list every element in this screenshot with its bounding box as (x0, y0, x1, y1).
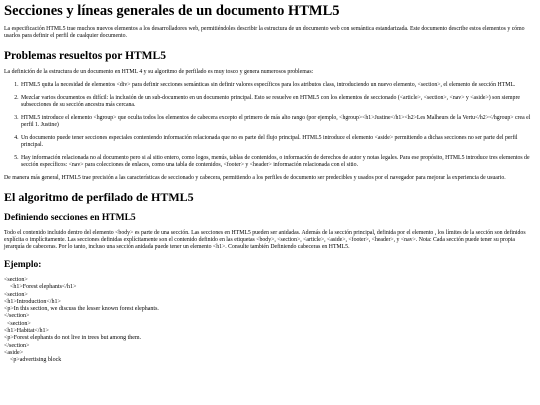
algorithm-body: Todo el contenido incluido dentro del elemento <body> es parte de una sección. Las secciones en HTML5 pueden ser anidadas. Además de la sección principal, definida por el elemento , los límites de la sección son definidos explícita o implícitamente. Las secciones definidas explícitamente son el contenido definido en las etiquetas <body>, <section>, <article>, <aside>, <footer>, <header>, y <nav>. Nota: Cada sección puede tener su propia jerarquía de cabeceras. Por lo tanto, incluso una sección anidada puede tener un elemento <h1>. Consulte también Definiendo cabeceras en HTML5. (4, 230, 526, 250)
list-item: 2. Mezclar varios documentos es difícil: la inclusión de un sub-documento en un documento principal. Esto se resuelve en HTML5 con los elementos de seccionado (<article>, <section>, <nav> y <aside>) son siempre subsecciones de su sección ancestra más cercana. (20, 95, 536, 109)
example-heading: Ejemplo: (4, 260, 42, 270)
list-item: 4. Un documento puede tener secciones especiales conteniendo información relacionada que no es parte del flujo principal. HTML5 introduce el elemento <aside> permitiendo a dichas secciones no ser parte del perfil principal. (20, 135, 536, 149)
intro-paragraph: La especificación HTML5 trae muchos nuevos elementos a los desarrolladores web, permitiéndoles describir la estructura de un documento web con semántica estandarizada. Este documento describe estos elementos y cómo usarlos para definir el perfil de cualquier documento. (4, 26, 525, 39)
problems-closing: De manera más general, HTML5 trae precisión a las características de seccionado y cabecera, permitiendo a los perfiles de documento ser predecibles y usados por el navegador para mejorar la experiencia de usuario. (4, 175, 506, 181)
problems-heading: Problemas resueltos por HTML5 (4, 50, 166, 62)
algorithm-heading: El algoritmo de perfilado de HTML5 (4, 190, 194, 204)
list-item: 5. Hay información relacionada no al documento pero si al sitio entero, como logos, menús, tablas de contenidos, o información de derechos de autor y notas legales. Para ese propósito, HTML5 introduce tres elementos de sección específicos: <nav> para colecciones de enlaces, como una tabla de contenidos, <footer> y <header> información relacionada con el sitio. (20, 155, 536, 169)
page-title: Secciones y líneas generales de un documento HTML5 (4, 3, 340, 19)
example-code: <section> <h1>Forest elephants</h1> <section> <h1>Introduction</h1> <p>In this section, we discuss the lesser known forest elephants. </section> <section> <h1>Habitat</h1> <p>Forest elephants do not live in trees but among them. </section> <aside> <p>advertising block (4, 277, 159, 364)
defining-sections-heading: Definiendo secciones en HTML5 (4, 213, 136, 223)
problems-lead: La definición de la estructura de un documento en HTML 4 y su algoritmo de perfilado es muy tosco y genera numerosos problemas: (4, 69, 314, 75)
problems-list (4, 82, 536, 169)
list-item: 3. HTML5 introduce el elemento <hgroup> que oculta todos los elementos de cabecera excepto el primero de más alto rango (por ejemplo, <hgroup><h1>Justine</h1><h2>Les Malheurs de la Vertu</h2></hgroup> crea el perfil 1. Justine) (20, 115, 536, 129)
list-item: 1. HTML5 quita la necesidad de elementos <div> para definir secciones semánticas sin definir valores específicos para los atributos class, introduciendo un nuevo elemento, <section>, el elemento de sección HTML. (20, 82, 536, 89)
